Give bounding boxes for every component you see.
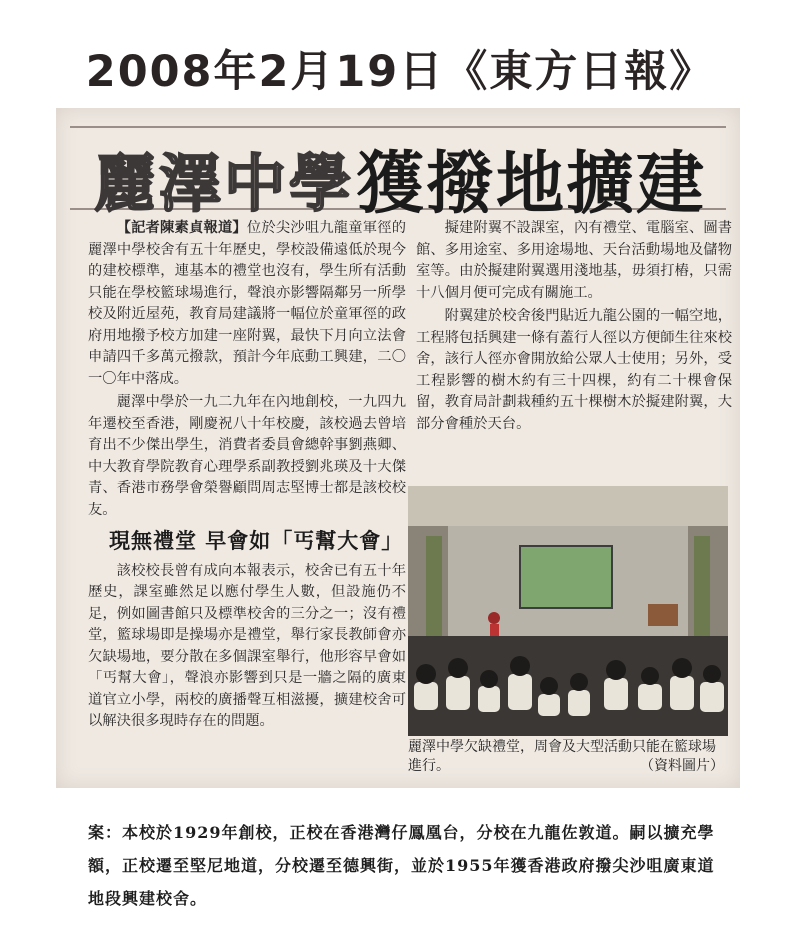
- paragraph-3: 該校校長曾有成向本報表示，校舍已有五十年歷史，課室雖然足以應付學生人數，但設施仍不足，例如圖書館只及標準校舍的三分之一；沒有禮堂，籃球場即是操場亦是禮堂，舉行家長教師會亦欠缺場地，要分散在多個課室舉行，他形容早會如「丐幫大會」，聲浪亦影響到只是一牆之隔的廣東道官立小學，兩校的廣播聲互相滋擾，擴建校舍可以解決很多現時存在的問題。: [88, 562, 406, 729]
- photo-credit: （資料圖片）: [640, 758, 724, 774]
- article-left-column: [88, 218, 406, 735]
- headline: [70, 126, 726, 224]
- photo-caption: [408, 738, 728, 776]
- newspaper-clipping: [56, 108, 740, 788]
- article-right-column: [416, 218, 732, 437]
- page-title: 2008年2月19日《東方日報》: [85, 47, 715, 97]
- byline: 【記者陳素貞報道】: [116, 220, 247, 236]
- paragraph-2: 麗澤中學於一九二九年在內地創校，一九四九年遷校至香港，剛慶祝八十年校慶，該校過去曾培育出不少傑出學生，消費者委員會總幹事劉燕卿、中大教育學院教育心理學系副教授劉兆瑛及十大傑青、香港市務學會榮譽顧問周志堅博士都是該校校友。: [88, 394, 406, 518]
- subheading: 現無禮堂 早會如「丐幫大會」: [109, 529, 404, 553]
- caption-text: 麗澤中學欠缺禮堂，周會及大型活動只能在籃球場進行。: [408, 739, 716, 774]
- headline-school-name: 麗澤中學: [94, 147, 355, 220]
- school-assembly-photo: [408, 486, 728, 736]
- headline-main: 獲撥地擴建: [356, 145, 707, 224]
- paragraph-5: 附翼建於校舍後門貼近九龍公園的一幅空地，工程將包括興建一條有蓋行人徑以方便師生往來校舍，該行人徑亦會開放給公眾人士使用；另外，受工程影響的樹木約有三十四棵，約有二十棵會保留，教育局計劃栽種約五十棵樹木於擬建附翼，大部分會種於天台。: [416, 308, 732, 432]
- paragraph-1: 位於尖沙咀九龍童軍徑的麗澤中學校舍有五十年歷史，學校設備遠低於現今的建校標準，連基本的禮堂也沒有，學生所有活動只能在學校籃球場進行，聲浪亦影響隔鄰另一所學校及附近屋苑，教育局建議將一幅位於童軍徑的政府用地撥予校方加建一座附翼，最快下月向立法會申請四千多萬元撥款，預計今年底動工興建，二〇一〇年中落成。: [88, 220, 407, 387]
- photo-illustration: [408, 486, 728, 736]
- paragraph-4: 擬建附翼不設課室，內有禮堂、電腦室、圖書館、多用途室、多用途場地、天台活動場地及儲物室等。由於擬建附翼選用淺地基，毋須打樁，只需十八個月便可完成有關施工。: [416, 220, 732, 301]
- footnote: 案：本校於1929年創校，正校在香港灣仔鳳凰台，分校在九龍佐敦道。嗣以擴充學額，正校遷至堅尼地道，分校遷至德興街，並於1955年獲香港政府撥尖沙咀廣東道地段興建校舍。: [88, 823, 715, 908]
- photo-block: [408, 486, 728, 776]
